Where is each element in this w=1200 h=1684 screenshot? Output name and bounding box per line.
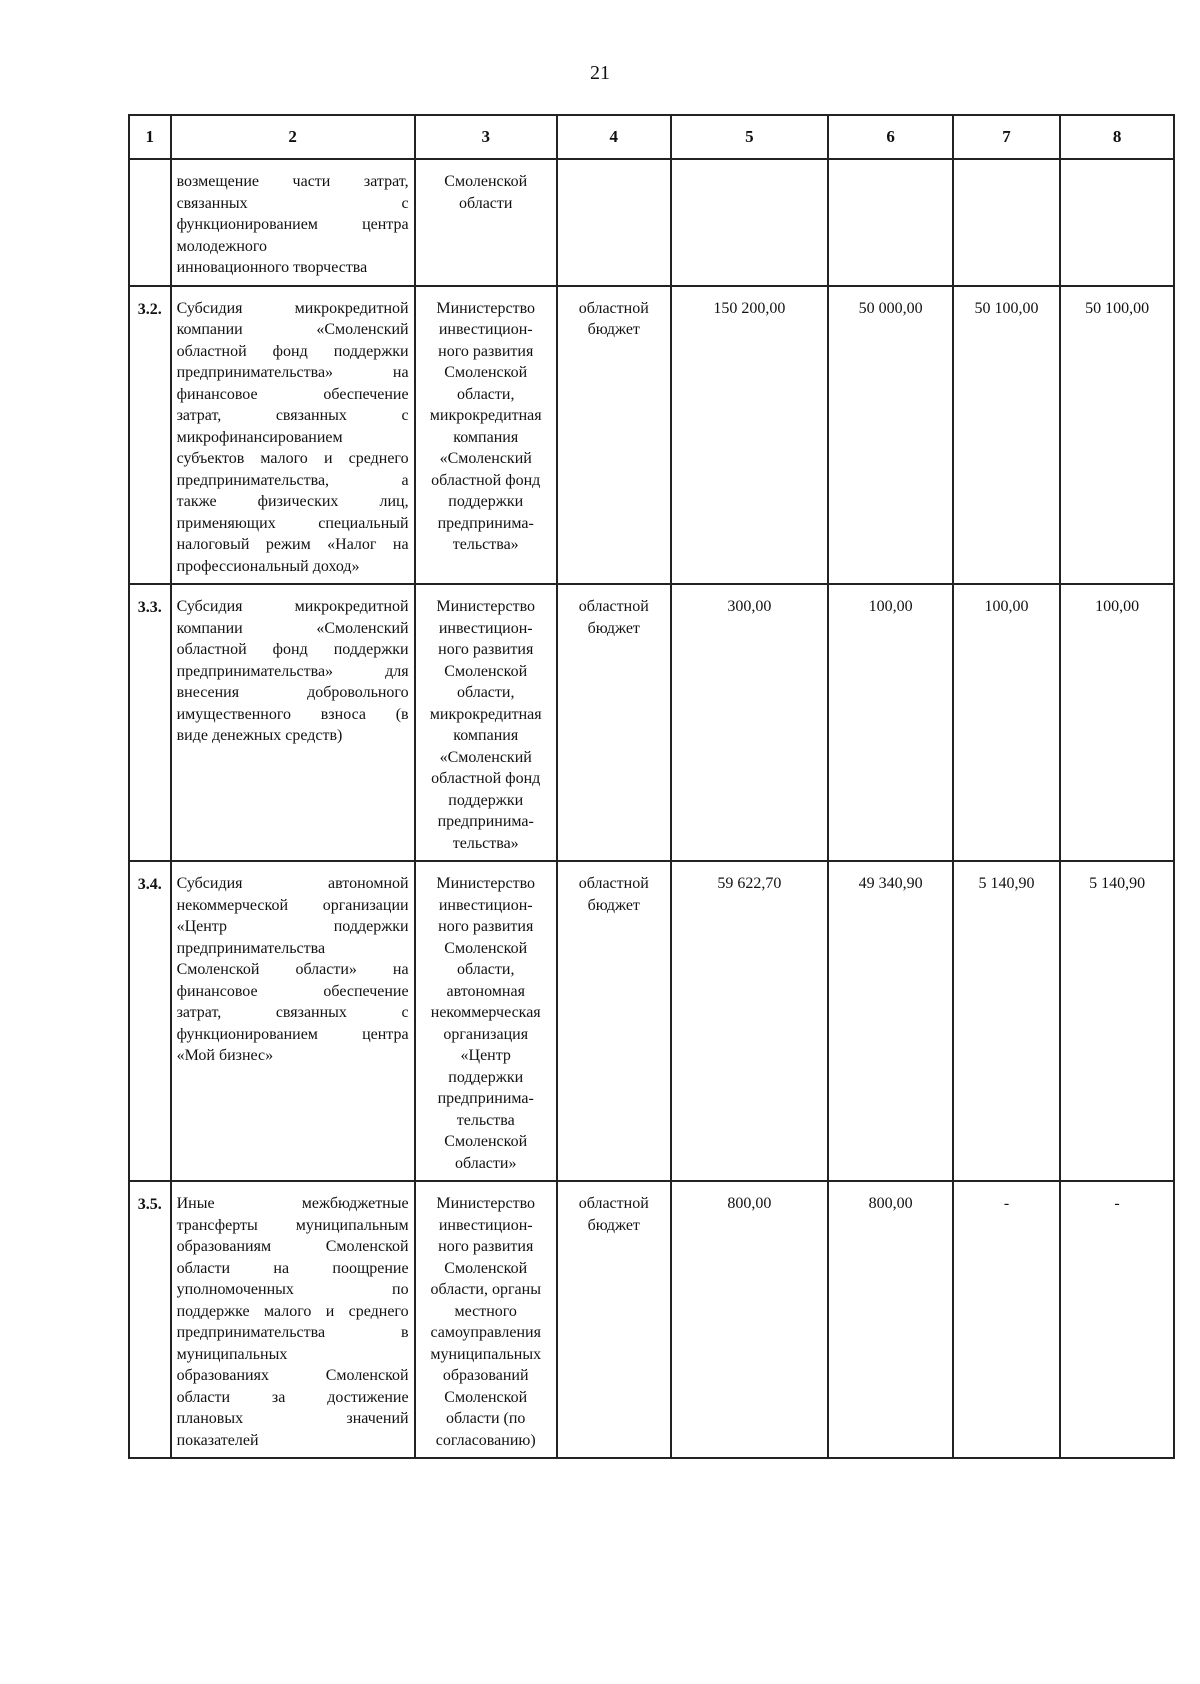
- responsible-line: областной фонд: [431, 471, 541, 489]
- amount-col7: [953, 159, 1060, 286]
- row-number: 3.3.: [129, 584, 171, 861]
- responsible-line: области,: [456, 385, 515, 403]
- measure-name-line: предпринимательства» на: [176, 364, 409, 381]
- responsible-executor: [415, 159, 557, 286]
- responsible-line: инвестицион-: [438, 321, 533, 338]
- measure-name-line: показателей: [176, 1431, 259, 1449]
- row-number: 3.2.: [129, 286, 171, 585]
- responsible-line: предпринима-: [437, 1090, 534, 1107]
- measure-name-line: некоммерческой организации: [176, 896, 409, 914]
- funding-source: [557, 159, 671, 286]
- measure-name-line: плановых значений: [176, 1410, 409, 1427]
- responsible-line: муниципальных: [430, 1345, 542, 1363]
- measure-name-line: также физических лиц,: [176, 493, 409, 510]
- measure-name-line: возмещение части затрат,: [176, 173, 409, 190]
- funding-source: [557, 584, 671, 861]
- responsible-line: микрокредитная: [429, 705, 542, 723]
- column-header-5: 5: [671, 115, 829, 159]
- amount-col6: 49 340,90: [828, 861, 953, 1181]
- measure-name-line: предпринимательства, а: [176, 471, 409, 489]
- measure-name-line: инновационного творчества: [176, 259, 368, 276]
- table-row: [129, 286, 1174, 585]
- amount-col7: 100,00: [953, 584, 1060, 861]
- responsible-line: предпринима-: [437, 813, 534, 830]
- measure-name-line: предпринимательства в: [176, 1324, 409, 1341]
- amount-col6: [828, 159, 953, 286]
- measure-name-line: Смоленской области» на: [176, 961, 409, 978]
- measure-name-line: уполномоченных по: [176, 1281, 409, 1298]
- measure-name-line: области за достижение: [176, 1388, 409, 1406]
- measure-name-line: молодежного: [176, 237, 268, 255]
- responsible-line: «Смоленский: [439, 450, 532, 467]
- measure-name-line: муниципальных: [176, 1345, 288, 1363]
- responsible-line: области»: [454, 1154, 517, 1172]
- measure-name-line: затрат, связанных с: [176, 1004, 409, 1021]
- funding-source: [557, 286, 671, 585]
- responsible-executor: [415, 861, 557, 1181]
- column-header-7: 7: [953, 115, 1060, 159]
- measure-name-line: образованиях Смоленской: [176, 1367, 409, 1384]
- responsible-line: Министерство: [436, 875, 536, 892]
- column-header-2: 2: [171, 115, 415, 159]
- measure-name: [171, 584, 415, 861]
- row-number: 3.5.: [129, 1181, 171, 1458]
- responsible-line: поддержки: [448, 493, 524, 510]
- funding-source-line: бюджет: [587, 321, 640, 338]
- funding-source-line: бюджет: [587, 619, 640, 637]
- responsible-line: самоуправления: [430, 1324, 541, 1341]
- funding-source-line: областной: [578, 875, 649, 892]
- measure-name-line: внесения добровольного: [176, 684, 409, 701]
- measure-name-line: связанных с: [176, 194, 409, 212]
- measure-name-line: «Центр поддержки: [176, 918, 409, 935]
- funding-source-line: областной: [578, 1195, 649, 1212]
- measure-name-line: «Мой бизнес»: [176, 1047, 274, 1064]
- funding-source: [557, 861, 671, 1181]
- responsible-line: предпринима-: [437, 514, 534, 532]
- responsible-line: области (по: [446, 1410, 526, 1427]
- amount-col6: 800,00: [828, 1181, 953, 1458]
- amount-col5: 150 200,00: [671, 286, 829, 585]
- responsible-line: «Смоленский: [439, 748, 532, 766]
- funding-source-line: областной: [578, 299, 649, 317]
- table-row: [129, 159, 1174, 286]
- responsible-line: ного развития: [438, 1238, 534, 1255]
- page-number: 21: [590, 62, 610, 84]
- table-row: [129, 584, 1174, 861]
- amount-col5: 300,00: [671, 584, 829, 861]
- table-row: [129, 1181, 1174, 1458]
- responsible-line: компания: [453, 727, 519, 744]
- measure-name-line: налоговый режим «Налог на: [176, 536, 409, 553]
- measure-name: [171, 1181, 415, 1458]
- measure-name-line: финансовое обеспечение: [176, 385, 409, 403]
- table-body: [129, 159, 1174, 1458]
- responsible-executor: [415, 1181, 557, 1458]
- amount-col7: 50 100,00: [953, 286, 1060, 585]
- row-number: 3.4.: [129, 861, 171, 1181]
- responsible-line: компания: [453, 428, 519, 446]
- measure-name-line: образованиям Смоленской: [176, 1238, 409, 1255]
- measure-name-line: функционированием центра: [176, 1025, 409, 1043]
- amount-col7: -: [953, 1181, 1060, 1458]
- responsible-line: Министерство: [436, 598, 536, 615]
- funding-source: [557, 1181, 671, 1458]
- amount-col6: 50 000,00: [828, 286, 953, 585]
- measure-name-line: предпринимательства» для: [176, 662, 409, 680]
- responsible-line: Смоленской: [444, 173, 528, 190]
- measure-name-line: Иные межбюджетные: [176, 1195, 409, 1212]
- measure-name-line: виде денежных средств): [176, 727, 343, 744]
- funding-source-line: областной: [578, 598, 649, 615]
- amount-col5: [671, 159, 829, 286]
- responsible-line: области, органы: [430, 1281, 541, 1298]
- measure-name-line: имущественного взноса (в: [176, 705, 409, 723]
- measure-name-line: микрофинансированием: [176, 428, 343, 446]
- responsible-line: автономная: [446, 982, 525, 1000]
- column-header-1: 1: [129, 115, 171, 159]
- measure-name-line: предпринимательства: [176, 939, 326, 957]
- amount-col8: [1060, 159, 1174, 286]
- responsible-line: областной фонд: [431, 770, 541, 787]
- table-row: [129, 861, 1174, 1181]
- responsible-line: поддержки: [448, 791, 524, 809]
- responsible-line: Смоленской: [444, 939, 528, 957]
- amount-col8: 5 140,90: [1060, 861, 1174, 1181]
- amount-col8: 100,00: [1060, 584, 1174, 861]
- funding-source-line: бюджет: [587, 896, 640, 914]
- measure-name-line: трансферты муниципальным: [176, 1216, 409, 1234]
- column-header-3: 3: [415, 115, 557, 159]
- header-row: [129, 115, 1174, 159]
- responsible-line: Смоленской: [444, 364, 528, 381]
- responsible-line: Смоленской: [444, 1388, 528, 1406]
- measure-name-line: профессиональный доход»: [176, 557, 360, 575]
- measure-name: [171, 159, 415, 286]
- measure-name-line: применяющих специальный: [176, 514, 409, 532]
- amount-col5: 59 622,70: [671, 861, 829, 1181]
- measure-name-line: Субсидия микрокредитной: [176, 299, 409, 317]
- measure-name-line: затрат, связанных с: [176, 407, 409, 424]
- measure-name: [171, 861, 415, 1181]
- responsible-line: ного развития: [438, 641, 534, 658]
- measure-name-line: Субсидия микрокредитной: [176, 598, 409, 615]
- responsible-line: инвестицион-: [438, 619, 533, 637]
- responsible-line: образований: [442, 1367, 529, 1384]
- responsible-line: области,: [456, 684, 515, 701]
- responsible-line: области: [458, 194, 513, 212]
- measure-name-line: Субсидия автономной: [176, 875, 409, 892]
- responsible-line: тельства»: [452, 536, 519, 553]
- responsible-line: местного: [454, 1302, 517, 1320]
- measure-name: [171, 286, 415, 585]
- responsible-line: тельства»: [452, 834, 519, 852]
- funding-source-line: бюджет: [587, 1216, 640, 1234]
- column-header-8: 8: [1060, 115, 1174, 159]
- measure-name-line: поддержке малого и среднего: [176, 1302, 409, 1320]
- column-header-6: 6: [828, 115, 953, 159]
- responsible-line: Смоленской: [444, 1259, 528, 1277]
- responsible-line: некоммерческая: [430, 1004, 541, 1021]
- responsible-line: микрокредитная: [429, 407, 542, 424]
- measure-name-line: функционированием центра: [176, 216, 409, 233]
- row-number: [129, 159, 171, 286]
- amount-col7: 5 140,90: [953, 861, 1060, 1181]
- column-header-4: 4: [557, 115, 671, 159]
- measure-name-line: финансовое обеспечение: [176, 982, 409, 1000]
- responsible-line: Министерство: [436, 1195, 536, 1212]
- measure-name-line: области на поощрение: [176, 1259, 409, 1277]
- responsible-line: Министерство: [436, 299, 536, 317]
- measure-name-line: компании «Смоленский: [176, 321, 409, 338]
- responsible-line: тельства: [456, 1111, 515, 1129]
- responsible-line: согласованию): [435, 1431, 536, 1449]
- measure-name-line: субъектов малого и среднего: [176, 450, 409, 467]
- amount-col5: 800,00: [671, 1181, 829, 1458]
- program-table: [128, 114, 1175, 1459]
- amount-col8: 50 100,00: [1060, 286, 1174, 585]
- responsible-line: инвестицион-: [438, 1216, 533, 1234]
- responsible-line: области,: [456, 961, 515, 978]
- responsible-line: Смоленской: [444, 662, 528, 680]
- responsible-line: Смоленской: [444, 1133, 528, 1150]
- responsible-executor: [415, 286, 557, 585]
- measure-name-line: компании «Смоленский: [176, 619, 409, 637]
- responsible-line: организация: [443, 1025, 529, 1043]
- responsible-line: «Центр: [460, 1047, 511, 1064]
- responsible-line: ного развития: [438, 342, 534, 360]
- measure-name-line: областной фонд поддержки: [176, 342, 409, 360]
- amount-col8: -: [1060, 1181, 1174, 1458]
- measure-name-line: областной фонд поддержки: [176, 641, 409, 658]
- responsible-executor: [415, 584, 557, 861]
- responsible-line: ного развития: [438, 918, 534, 935]
- responsible-line: инвестицион-: [438, 896, 533, 914]
- responsible-line: поддержки: [448, 1068, 524, 1086]
- amount-col6: 100,00: [828, 584, 953, 861]
